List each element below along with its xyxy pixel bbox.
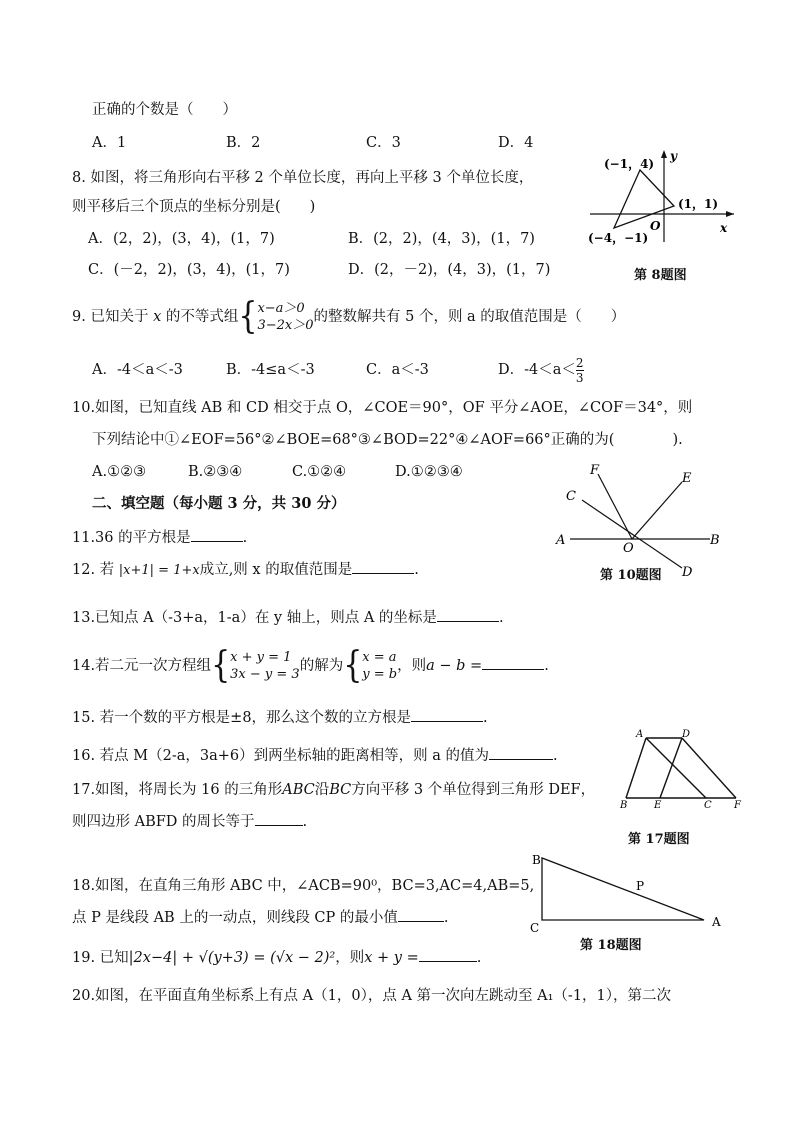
q15-answer-blank[interactable]	[411, 706, 483, 722]
q8-option-c: C．(－2，2)，(3，4)，(1，7)	[88, 262, 290, 278]
q17-label-d: D	[682, 729, 691, 740]
q12-pre: 12. 若	[72, 562, 115, 578]
q8-origin-label: O	[650, 219, 661, 233]
q8-x-label: x	[720, 221, 728, 235]
q9-system	[257, 300, 313, 334]
section-title: 二、填空题（每小题 3 分，共 30 分）	[92, 495, 346, 512]
q8-option-a: A．(2，2)，(3，4)，(1，7)	[88, 231, 275, 247]
q14-system	[230, 649, 300, 683]
q11-line: 11.36 的平方根是 .	[72, 526, 247, 548]
q10-label-a: A	[556, 533, 566, 548]
q14-line: 14.若二元一次方程组{ x + y = 1 3x − y = 3 的解为{ x = a y = b ，则a − b = .	[72, 644, 549, 687]
q17-line2: 则四边形 ABFD 的周长等于 .	[72, 810, 307, 832]
q9-ineq1: x−a＞0	[257, 301, 305, 316]
q17-side-ac	[646, 738, 706, 798]
q7-stem: 正确的个数是（ ）	[92, 102, 237, 118]
q10-line2: 下列结论中①∠EOF=56°②∠BOE=68°③∠BOD=22°④∠AOF=66°正确的为( ).	[92, 432, 683, 448]
q14-sol2: y = b	[362, 667, 398, 682]
q17-line2-text: 则四边形 ABFD 的周长等于	[72, 814, 255, 830]
q11-answer-blank[interactable]	[191, 526, 243, 542]
q10-line1: 10.如图，已知直线 AB 和 CD 相交于点 O，∠COE＝90°，OF 平分∠AOE，∠COF＝34°，则	[72, 400, 693, 416]
q10-ray-oe	[632, 482, 682, 539]
q13-line: 13.已知点 A（-3+a，1-a）在 y 轴上，则点 A 的坐标是 .	[72, 606, 504, 628]
q9-option-a: A．-4＜a＜-3	[92, 362, 183, 378]
q17-answer-blank[interactable]	[255, 810, 303, 826]
q19-expr: x + y =	[364, 950, 419, 966]
q10-line-cd	[582, 500, 682, 568]
q17-bc: BC	[329, 782, 352, 798]
q19-answer-blank[interactable]	[419, 946, 477, 962]
q10-option-d: D.①②③④	[395, 464, 463, 480]
q8-x-arrow	[726, 211, 734, 217]
q17-line1	[72, 780, 595, 800]
q14-pre: 14.若二元一次方程组	[72, 658, 212, 674]
q8-y-arrow	[661, 150, 667, 158]
q8-label-p3: (−4，−1)	[588, 231, 649, 245]
q14-brace-1: {	[211, 644, 231, 687]
q19-eq: |2x−4| + √(y+3) = (√x − 2)²	[128, 950, 336, 966]
q16-line: 16. 若点 M（2-a，3a+6）到两坐标轴的距离相等，则 a 的值为 .	[72, 744, 558, 766]
q12-post: 成立,则 x 的取值范围是	[199, 562, 353, 578]
q18-label-c: C	[530, 921, 540, 934]
q14-eq2: 3x − y = 3	[230, 667, 300, 682]
q7-option-c: C．3	[366, 135, 401, 151]
q19-pre: 19. 已知	[72, 950, 129, 966]
q8-label-p2: (1，1)	[678, 197, 719, 211]
q10-label-o: O	[623, 541, 634, 556]
q18-triangle	[542, 858, 704, 920]
q17-side-ab	[626, 738, 646, 798]
q10-label-b: B	[710, 533, 720, 548]
q17-abc: ABC	[282, 782, 315, 798]
q14-expr: a − b =	[426, 658, 483, 674]
q17-caption: 第 17题图	[628, 832, 690, 847]
q9-mid: 的不等式组	[165, 309, 239, 325]
q9-ineq2: 3−2x＞0	[257, 318, 314, 333]
q7-option-d: D．4	[498, 135, 534, 151]
q15-text: 15. 若一个数的平方根是±8，那么这个数的立方根是	[72, 710, 412, 726]
q10-ray-of	[598, 474, 632, 539]
q17-side-de	[660, 738, 682, 798]
q8-figure	[586, 146, 746, 246]
q9-var: x	[153, 309, 162, 325]
q7-option-b: B．2	[226, 135, 261, 151]
q10-label-e: E	[682, 471, 692, 486]
q8-option-d: D．(2，－2)，(4，3)，(1，7)	[348, 262, 551, 278]
q9-option-d-fraction	[576, 356, 584, 385]
q8-triangle	[614, 170, 674, 228]
q8-label-p1: (−1，4)	[604, 157, 655, 171]
q8-caption: 第 8题图	[634, 268, 687, 283]
q12-answer-blank[interactable]	[352, 558, 414, 574]
q16-text: 16. 若点 M（2-a，3a+6）到两坐标轴的距离相等，则 a 的值为	[72, 748, 490, 764]
q9-post: 的整数解共有 5 个，则 a 的取值范围是（ ）	[313, 309, 626, 325]
q17-line1-mid: 沿	[314, 782, 330, 798]
q12-line: 12. 若 |x+1| = 1+x成立,则 x 的取值范围是 .	[72, 558, 419, 581]
q17-figure	[618, 726, 748, 812]
q14-post: ，则	[397, 658, 427, 674]
q17-label-f: F	[734, 800, 741, 811]
q14-sol1: x = a	[362, 650, 397, 665]
q17-label-b: B	[620, 800, 628, 811]
q8-option-b: B．(2，2)，(4，3)，(1，7)	[348, 231, 535, 247]
q9-option-b: B．-4≤a＜-3	[226, 362, 315, 378]
q9-option-c: C．a＜-3	[366, 362, 429, 378]
q14-brace-2: {	[343, 644, 363, 687]
q17-line1-post: 方向平移 3 个单位得到三角形 DEF，	[351, 782, 596, 798]
q9-option-d-pre: D．-4＜a＜	[498, 362, 576, 378]
q17-side-df	[682, 738, 736, 798]
q13-answer-blank[interactable]	[437, 606, 499, 622]
q19-post: ，则	[335, 950, 365, 966]
q16-answer-blank[interactable]	[489, 744, 553, 760]
q10-option-a: A.①②③	[92, 464, 147, 480]
q11-text: 11.36 的平方根是	[72, 530, 191, 546]
q13-text: 13.已知点 A（-3+a，1-a）在 y 轴上，则点 A 的坐标是	[72, 610, 437, 626]
q18-line2-text: 点 P 是线段 AB 上的一动点，则线段 CP 的最小值	[72, 910, 398, 926]
q18-answer-blank[interactable]	[398, 906, 444, 922]
q12-eq: |x+1| = 1+x	[118, 563, 200, 578]
q19-line: 19. 已知|2x−4| + √(y+3) = (√x − 2)²，则x + y = .	[72, 946, 481, 968]
q17-label-a: A	[636, 729, 644, 740]
q7-option-a: A．1	[92, 135, 127, 151]
q8-line2: 则平移后三个顶点的坐标分别是( )	[72, 199, 316, 215]
q15-line: 15. 若一个数的平方根是±8，那么这个数的立方根是 .	[72, 706, 488, 728]
q9-option-d	[498, 352, 584, 388]
q18-line1: 18.如图，在直角三角形 ABC 中，∠ACB=90⁰，BC=3,AC=4,AB=5,	[72, 878, 535, 894]
q9-frac-num: 2	[575, 355, 584, 370]
q18-figure	[526, 848, 726, 934]
q8-line1: 8. 如图，将三角形向右平移 2 个单位长度，再向上平移 3 个单位长度，	[72, 170, 534, 186]
q10-caption: 第 10题图	[600, 568, 662, 583]
q9-line	[72, 295, 626, 338]
q17-label-c: C	[704, 800, 712, 811]
q10-option-c: C.①②④	[292, 464, 347, 480]
q8-y-label: y	[670, 149, 677, 163]
q10-label-c: C	[566, 489, 576, 504]
q9-brace: {	[238, 295, 258, 338]
q18-label-a: A	[712, 915, 721, 929]
q10-label-f: F	[590, 463, 600, 478]
q14-eq1: x + y = 1	[230, 650, 292, 665]
q18-caption: 第 18题图	[580, 938, 642, 953]
q17-line1-pre: 17.如图，将周长为 16 的三角形	[72, 782, 283, 798]
q14-solution	[362, 649, 397, 683]
q18-label-p: P	[636, 879, 645, 893]
q9-pre: 9. 已知关于	[72, 309, 149, 325]
q18-label-b: B	[532, 853, 541, 867]
q9-frac-den: 3	[575, 370, 584, 385]
q14-mid: 的解为	[299, 658, 344, 674]
q20-line1: 20.如图，在平面直角坐标系上有点 A（1，0），点 A 第一次向左跳动至 A₁（-1，1），第二次	[72, 988, 672, 1004]
q10-option-b: B.②③④	[188, 464, 243, 480]
q14-answer-blank[interactable]	[482, 654, 544, 670]
q17-label-e: E	[654, 800, 662, 811]
q18-line2: 点 P 是线段 AB 上的一动点，则线段 CP 的最小值 .	[72, 906, 449, 928]
q10-label-d: D	[682, 565, 693, 580]
